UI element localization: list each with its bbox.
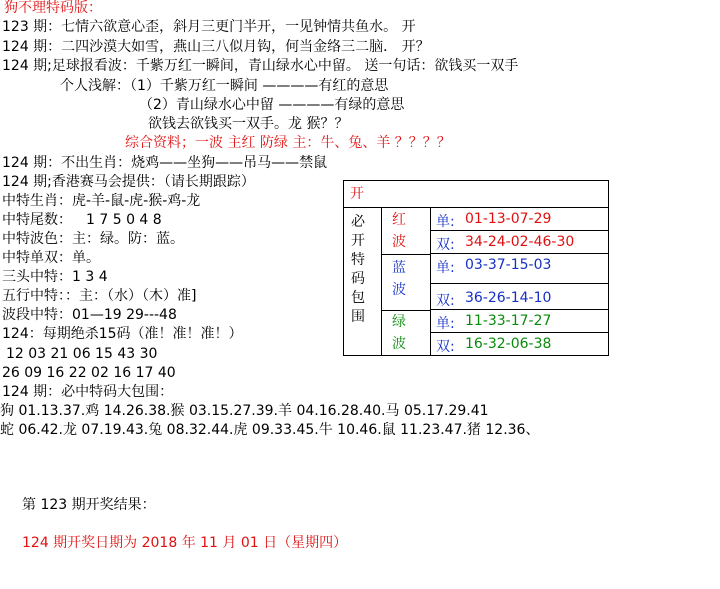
line-124-football: 124 期;足球报看波：千紫万红一瞬间，青山绿水心中留。 送一句话：欲钱买一双手 [2, 58, 519, 74]
table-left-label: 必 开 特 码 包 围 [351, 214, 365, 325]
group-green-label: 绿 波 [392, 314, 406, 352]
package-line: 124 期：必中特码大包围： [2, 384, 174, 400]
kill-numbers-2: 26 09 16 22 02 16 17 40 [2, 365, 176, 381]
table-header: 开 [350, 186, 364, 202]
package-line-2: 蛇 06.42.龙 07.19.43.兔 08.32.44.虎 09.33.45.牛 10.46.鼠 11.23.47.猪 12.36、 [0, 422, 540, 438]
head-line: 三头中特：1 3 4 [2, 269, 108, 285]
table-row: 双: 34-24-02-46-30 [431, 231, 608, 254]
zodiac-out-line: 124 期：不出生肖：烧鸡——坐狗——吊马——禁鼠 [2, 155, 328, 171]
page-header: 狗不理特码版： [4, 0, 102, 16]
element-line: 五行中特：：主：（水）（木）准] [2, 288, 197, 304]
package-line-1: 狗 01.13.37.鸡 14.26.38.猴 03.15.27.39.羊 04.16.28.40.马 05.17.29.41 [0, 403, 489, 419]
analysis-line-3: 欲钱去欲钱买一双手。龙 猴？？ [148, 116, 349, 132]
kill15-line: 124：每期绝杀15码（准！准！准！） [2, 326, 243, 342]
line-124-riddle: 124 期：二四沙漠大如雪，燕山三八似月钩，何当金络三二脑． 开？ [2, 39, 430, 55]
hk-line: 124 期;香港赛马会提供：（请长期跟踪） [2, 174, 255, 190]
table-row: 单: 11-33-17-27 [431, 310, 608, 333]
table-row: 双: 16-32-06-38 [436, 336, 552, 355]
line-123: 123 期：七情六欲意心歪，斜月三更门半开，一见钟情共鱼水。 开 [2, 19, 416, 35]
segment-line: 波段中特：01—19 29---48 [2, 307, 177, 323]
analysis-line-2: （2）青山绿水心中留 ————有绿的意思 [139, 97, 405, 113]
kill-numbers-1: 12 03 21 06 15 43 30 [6, 346, 158, 362]
special-zodiac-line: 中特生肖：虎-羊-鼠-虎-猴-鸡-龙 [2, 193, 201, 209]
odd-even-line: 中特单双：单。 [2, 250, 100, 266]
table-row: 单: 03-37-15-03 [431, 254, 608, 284]
wave-line: 中特波色：主：绿。防：蓝。 [2, 231, 184, 247]
number-table [343, 180, 609, 356]
tail-value: 1 7 5 0 4 8 [86, 212, 162, 228]
table-row: 双: 36-26-14-10 [431, 284, 608, 310]
group-red-label: 红 波 [392, 212, 406, 250]
tail-label: 中特尾数： [2, 212, 72, 228]
table-row: 单: 01-13-07-29 [431, 208, 608, 231]
date-124: 124 期开奖日期为 2018 年 11 月 01 日（星期四） [22, 535, 348, 551]
group-blue-label: 蓝 波 [392, 260, 406, 298]
analysis-line-1: 个人浅解：（1）千紫万红一瞬间 ————有红的意思 [60, 78, 389, 94]
summary-line: 综合资料；一波 主红 防绿 主：牛、兔、羊 ？？？？ [125, 135, 451, 151]
result-123: 第 123 期开奖结果： [22, 497, 156, 513]
